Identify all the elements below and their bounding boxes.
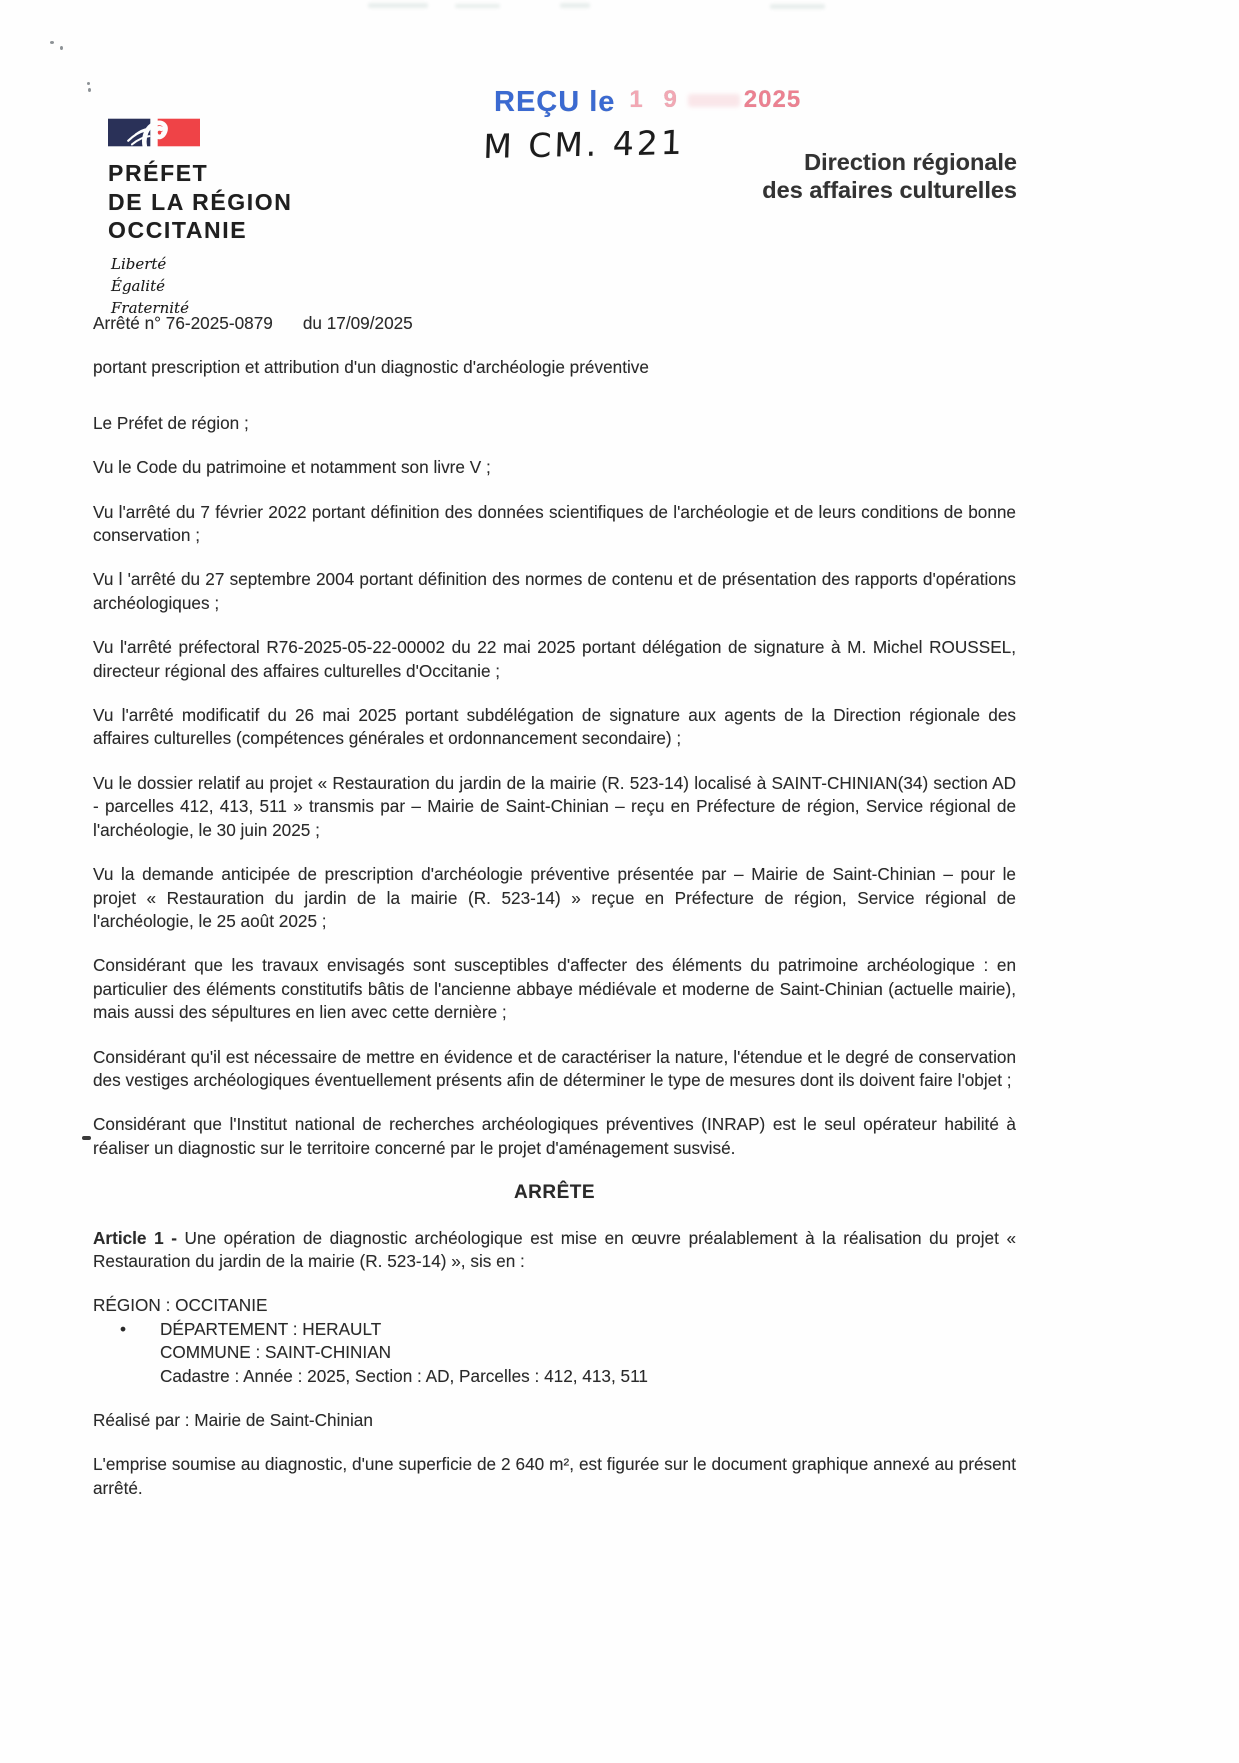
- location-commune: COMMUNE : SAINT-CHINIAN: [160, 1342, 392, 1363]
- direction-header: [762, 148, 1017, 204]
- visa-paragraph: Vu le Code du patrimoine et notamment son livre V ;: [93, 457, 491, 478]
- location-region: RÉGION : OCCITANIE: [93, 1295, 268, 1316]
- article-1-text: Une opération de diagnostic archéologique est mise en œuvre préalablement à la réalisation du projet « Restauration du jardin de la mairie (R. 523-14) », sis en :: [93, 1227, 1017, 1271]
- ministry-line: DE LA RÉGION: [108, 188, 293, 215]
- scan-artifact: [770, 4, 825, 9]
- emprise-paragraph: L'emprise soumise au diagnostic, d'une superficie de 2 640 m², est figurée sur le document graphique annexé au présent arrêté.: [93, 1454, 1016, 1498]
- scan-artifact: [88, 88, 91, 92]
- document-body: [93, 312, 1016, 1500]
- direction-line: des affaires culturelles: [762, 177, 1017, 203]
- date-stamp: [629, 86, 801, 114]
- location-departement-text: DÉPARTEMENT : HERAULT: [160, 1318, 382, 1339]
- arrete-reference-line: [93, 312, 1016, 335]
- location-cadastre: Cadastre : Année : 2025, Section : AD, Parcelles : 412, 413, 511: [160, 1365, 648, 1386]
- scan-artifact: [87, 82, 90, 85]
- stamp-date-month-faded: [688, 94, 740, 107]
- bullet-icon: •: [120, 1318, 127, 1339]
- location-block: [93, 1294, 1016, 1388]
- motto-fraternite: Fraternité: [111, 298, 189, 317]
- visa-paragraph: Vu la demande anticipée de prescription d'archéologie préventive présentée par – Mairie de Saint-Chinian – pour le projet « Restauration du jardin de la mairie (R. 523-14) » reçue en Préfecture de région, Service régional de l'archéologie, le 25 août 2025 ;: [93, 864, 1016, 931]
- article-1-paragraph: [93, 1227, 1016, 1274]
- ministry-line: OCCITANIE: [108, 217, 248, 243]
- recu-le-stamp: REÇU le: [494, 86, 616, 118]
- visa-paragraph: Vu l 'arrêté du 27 septembre 2004 portant définition des normes de contenu et de présentation des rapports d'opérations archéologiques ;: [93, 569, 1016, 613]
- opening-line: Le Préfet de région ;: [93, 412, 249, 433]
- arrete-date: du 17/09/2025: [302, 313, 413, 333]
- considerant-paragraph: Considérant qu'il est nécessaire de mettre en évidence et de caractériser la nature, l'étendue et le degré de conservation des vestiges archéologiques éventuellement présents afin de déterminer le type de mesures dont ils doivent faire l'objet ;: [93, 1046, 1016, 1090]
- considerant-paragraph: Considérant que les travaux envisagés sont susceptibles d'affecter des éléments du patrimoine archéologique : en particulier des éléments constitutifs bâtis de l'ancienne abbaye médiévale et moderne de Saint-Chinian (actuelle mairie), mais aussi des sépultures en lien avec cette dernière ;: [93, 955, 1016, 1023]
- handwritten-reference: M CM. 421: [482, 122, 686, 167]
- direction-line: Direction régionale: [804, 149, 1017, 175]
- decision-heading: ARRÊTE: [513, 1182, 596, 1204]
- location-departement: [93, 1318, 1016, 1341]
- scan-artifact: [455, 4, 500, 8]
- arrete-subject: portant prescription et attribution d'un diagnostic d'archéologie préventive: [93, 357, 649, 378]
- visa-paragraph: Vu l'arrêté préfectoral R76-2025-05-22-00002 du 22 mai 2025 portant délégation de signature à M. Michel ROUSSEL, directeur régional des affaires culturelles d'Occitanie ;: [93, 637, 1016, 681]
- stamp-date-year: 2025: [743, 86, 802, 113]
- stamp-date-day: 1 9: [629, 86, 684, 113]
- arrete-number: Arrêté n° 76-2025-0879: [93, 313, 273, 333]
- considerant-paragraph: Considérant que l'Institut national de recherches archéologiques préventives (INRAP) est le seul opérateur habilité à réaliser un diagnostic sur le territoire concerné par le projet d'aménagement susvisé.: [93, 1114, 1016, 1158]
- scan-artifact: [368, 3, 428, 8]
- article-1-label: Article 1 -: [93, 1227, 177, 1248]
- motto-liberte: Liberté: [111, 254, 167, 273]
- french-flag-marianne-icon: [108, 118, 200, 147]
- scan-artifact: [50, 41, 54, 44]
- visa-paragraph: Vu l'arrêté du 7 février 2022 portant définition des données scientifiques de l'archéologie et de leurs conditions de bonne conservation ;: [93, 501, 1016, 546]
- scan-artifact: [560, 3, 590, 8]
- ministry-line: PRÉFET: [108, 160, 209, 186]
- scan-artifact: [60, 46, 63, 50]
- visa-paragraph: Vu le dossier relatif au projet « Restauration du jardin de la mairie (R. 523-14) localisé à SAINT-CHINIAN(34) section AD - parcelles 412, 413, 511 » transmis par – Mairie de Saint-Chinian – reçu en Préfecture de région, Service régional de l'archéologie, le 30 juin 2025 ;: [93, 772, 1016, 840]
- motto-egalite: Égalité: [111, 276, 165, 295]
- visa-paragraph: Vu l'arrêté modificatif du 26 mai 2025 portant subdélégation de signature aux agents de la Direction régionale des affaires culturelles (compétences générales et ordonnancement secondaire) ;: [93, 705, 1016, 749]
- realise-par-line: Réalisé par : Mairie de Saint-Chinian: [93, 1410, 373, 1430]
- scan-artifact: [82, 1136, 91, 1140]
- prefet-logo: [95, 118, 395, 319]
